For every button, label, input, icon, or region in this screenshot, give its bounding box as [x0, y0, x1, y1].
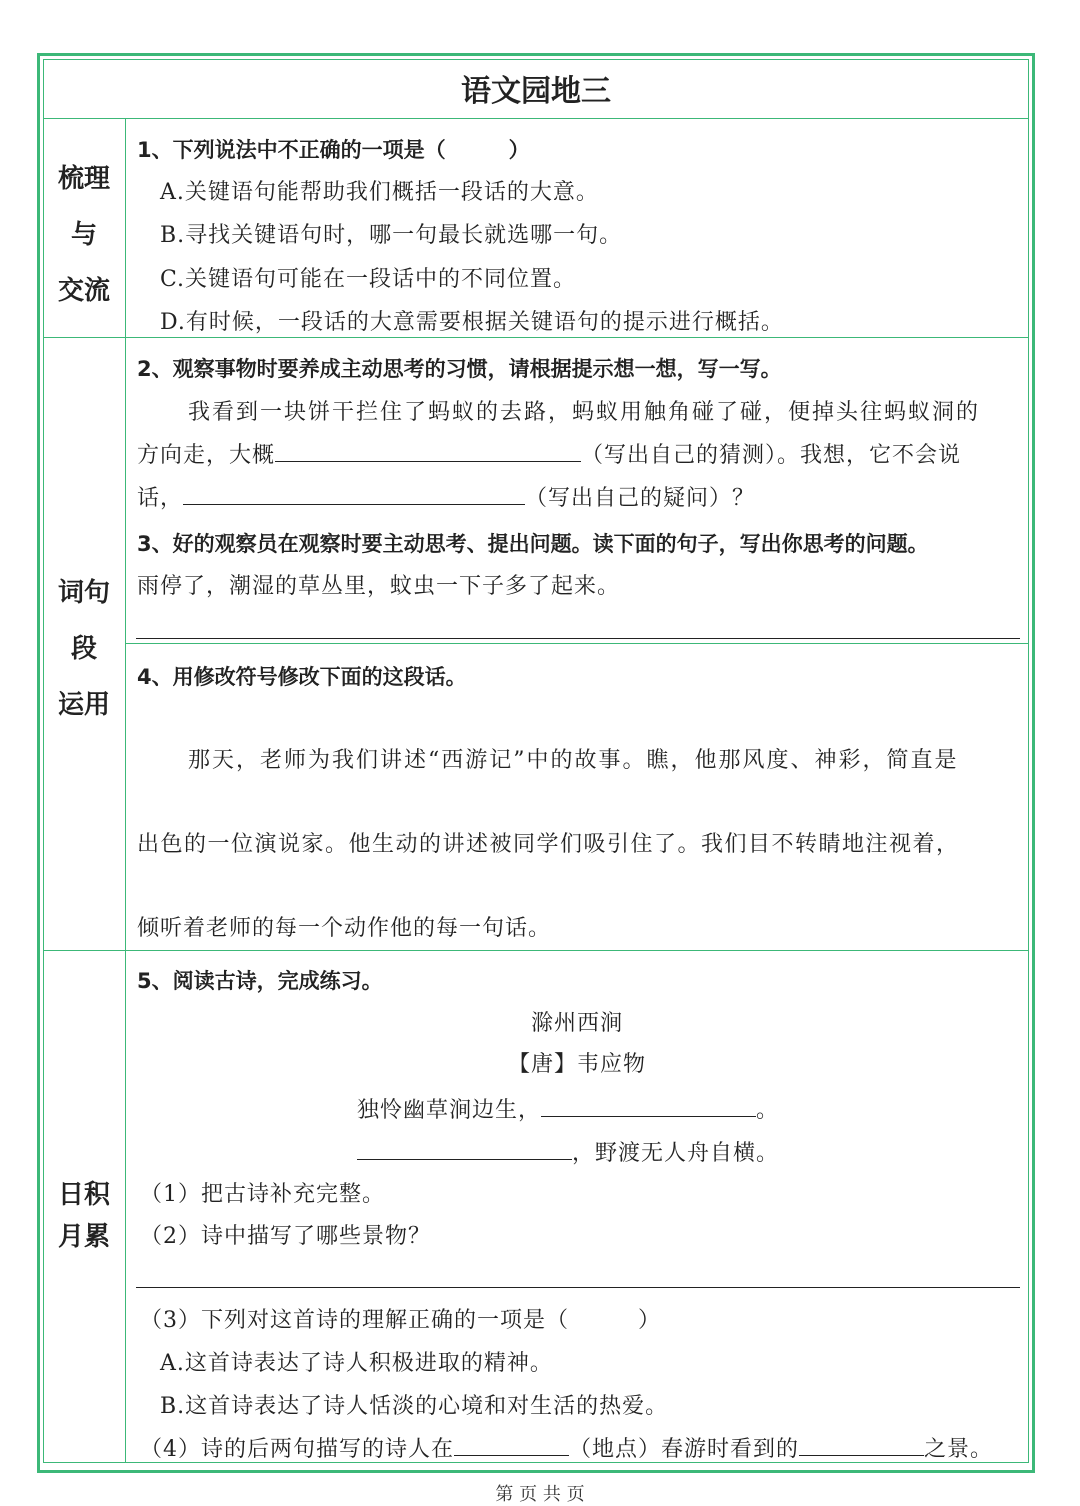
option-a: A.关键语句能帮助我们概括一段话的大意。 — [160, 180, 599, 205]
q2-line-2-end: （写出自己的猜测）。我想，它不会说 — [581, 443, 962, 468]
q2-line-1: 我看到一块饼干拦住了蚂蚁的去路，蚂蚁用触角碰了碰，便掉头往蚂蚁洞的 — [188, 400, 981, 425]
row-divider — [43, 950, 1029, 951]
q2-line-3-end: （写出自己的疑问）？ — [525, 486, 756, 511]
question-4: 4、用修改符号修改下面的这段话。 — [137, 665, 467, 689]
answer-line-q3[interactable] — [136, 638, 1020, 639]
q2-line-2 — [137, 438, 961, 469]
sub3-option-a: A.这首诗表达了诗人积极进取的精神。 — [160, 1351, 553, 1376]
verse-1-end: 。 — [756, 1098, 780, 1123]
column-divider — [125, 118, 126, 1463]
page-title: 语文园地三 — [461, 74, 611, 109]
answer-blank-verse-2[interactable] — [357, 1137, 572, 1160]
option-c: C.关键语句可能在一段话中的不同位置。 — [160, 267, 577, 292]
sub3-option-b: B.这首诗表达了诗人恬淡的心境和对生活的热爱。 — [160, 1394, 669, 1419]
sub4-part-1: （4）诗的后两句描写的诗人在 — [140, 1437, 454, 1462]
row-divider — [43, 337, 1029, 338]
question-5: 5、阅读古诗，完成练习。 — [137, 969, 383, 993]
verse-2-text: ，野渡无人舟自横。 — [572, 1141, 780, 1166]
answer-blank-question[interactable] — [183, 482, 525, 505]
section-label-accumulate: 日积 月累 — [57, 1180, 110, 1252]
poem-author: 【唐】韦应物 — [507, 1052, 646, 1077]
section-label-review: 梳理 与 交流 — [57, 164, 110, 306]
q2-line-3-start: 话， — [137, 486, 184, 511]
row-divider — [125, 643, 1029, 644]
q2-line-2-start: 方向走，大概 — [137, 443, 276, 468]
answer-line-q5-2[interactable] — [136, 1287, 1020, 1288]
question-1: 1、下列说法中不正确的一项是（ ） — [137, 138, 530, 162]
q3-sentence: 雨停了，潮湿的草丛里，蚊虫一下子多了起来。 — [137, 574, 621, 599]
q4-line-3: 倾听着老师的每一个动作他的每一句话。 — [137, 916, 552, 941]
poem-verse-1 — [357, 1093, 779, 1124]
q4-line-1: 那天，老师为我们讲述“西游记”中的故事。瞧，他那风度、神彩，简直是 — [188, 748, 959, 773]
answer-blank-place[interactable] — [454, 1433, 569, 1456]
sub-question-4 — [140, 1432, 993, 1463]
option-d: D.有时候，一段话的大意需要根据关键语句的提示进行概括。 — [160, 310, 784, 335]
sub4-part-2: （地点）春游时看到的 — [569, 1437, 800, 1462]
question-3: 3、好的观察员在观察时要主动思考、提出问题。读下面的句子，写出你思考的问题。 — [137, 532, 929, 556]
q4-line-2: 出色的一位演说家。他生动的讲述被同学们吸引住了。我们目不转睛地注视着， — [137, 832, 960, 857]
answer-blank-verse-1[interactable] — [541, 1094, 756, 1117]
option-b: B.寻找关键语句时，哪一句最长就选哪一句。 — [160, 223, 623, 248]
question-2: 2、观察事物时要养成主动思考的习惯，请根据提示想一想，写一写。 — [137, 357, 782, 381]
section-label-usage: 词句 段 运用 — [57, 578, 110, 720]
verse-1-text: 独怜幽草涧边生， — [357, 1098, 542, 1123]
page-footer: 第 页 共 页 — [495, 1484, 585, 1505]
sub4-part-3: 之景。 — [924, 1437, 994, 1462]
answer-blank-guess[interactable] — [275, 439, 581, 462]
sub-question-3: （3）下列对这首诗的理解正确的一项是（ ） — [140, 1308, 661, 1333]
q2-line-3 — [137, 481, 755, 512]
answer-blank-scene[interactable] — [799, 1433, 924, 1456]
sub-question-1: （1）把古诗补充完整。 — [140, 1182, 385, 1207]
row-divider — [43, 118, 1029, 119]
sub-question-2: （2）诗中描写了哪些景物？ — [140, 1224, 431, 1249]
poem-verse-2 — [357, 1136, 779, 1167]
poem-title: 滁州西涧 — [530, 1011, 623, 1036]
